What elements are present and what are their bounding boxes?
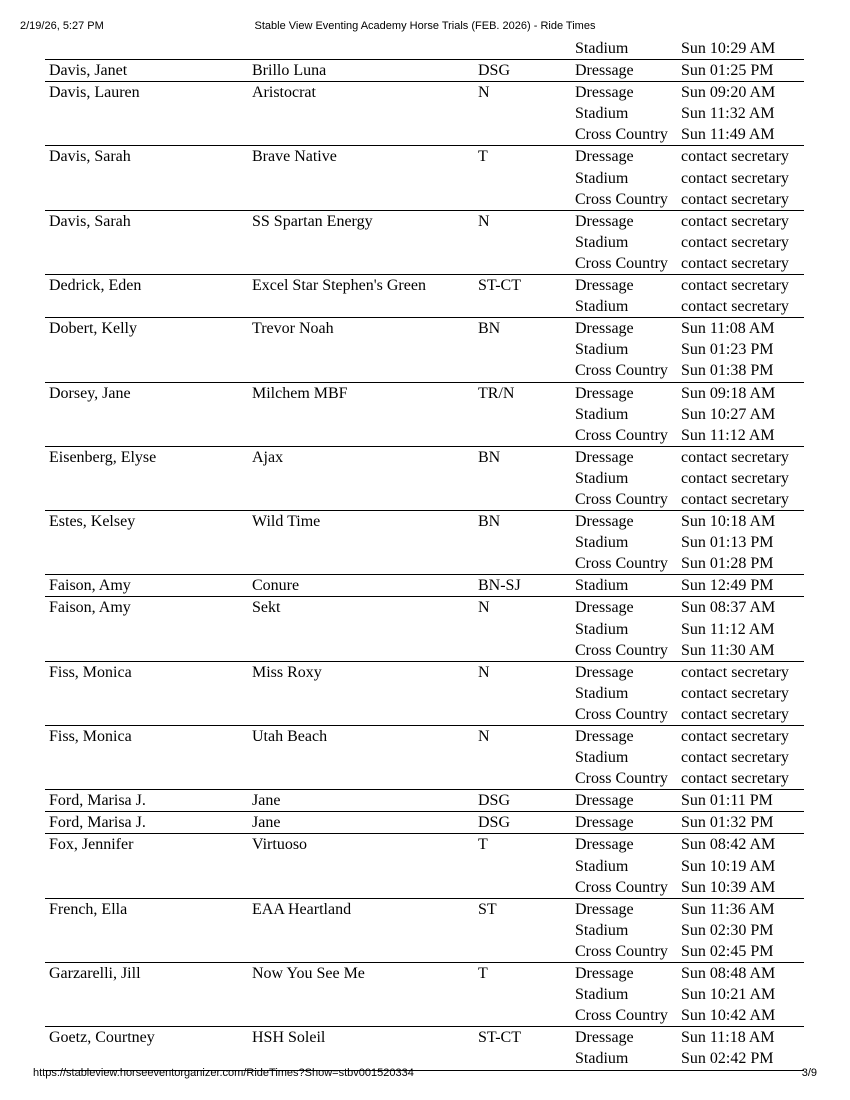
rider-cell: Davis, Janet bbox=[49, 62, 128, 80]
ride-line bbox=[45, 211, 804, 232]
ride-line bbox=[45, 404, 804, 425]
time-cell: Sun 12:49 PM bbox=[681, 577, 774, 595]
horse-cell: Trevor Noah bbox=[252, 320, 334, 338]
horse-cell: Now You See Me bbox=[252, 965, 365, 983]
print-footer bbox=[0, 1067, 850, 1083]
phase-cell: Stadium bbox=[575, 986, 629, 1004]
phase-cell: Stadium bbox=[575, 534, 629, 552]
ride-line bbox=[45, 683, 804, 704]
time-cell: Sun 01:23 PM bbox=[681, 341, 774, 359]
division-cell: BN bbox=[478, 448, 501, 466]
print-date: 2/19/26, 5:27 PM bbox=[20, 20, 104, 32]
horse-cell: Excel Star Stephen's Green bbox=[252, 277, 426, 295]
division-cell: N bbox=[478, 599, 490, 617]
time-cell: Sun 10:19 AM bbox=[681, 857, 776, 875]
entry-row bbox=[45, 59, 804, 82]
ride-line bbox=[45, 146, 804, 167]
rider-cell: Ford, Marisa J. bbox=[49, 814, 146, 832]
time-cell: Sun 10:21 AM bbox=[681, 986, 776, 1004]
time-cell: Sun 11:08 AM bbox=[681, 320, 775, 338]
time-cell: Sun 11:32 AM bbox=[681, 105, 775, 123]
phase-cell: Stadium bbox=[575, 857, 629, 875]
ride-line bbox=[45, 318, 804, 339]
ride-line bbox=[45, 1027, 804, 1048]
phase-cell: Dressage bbox=[575, 384, 634, 402]
horse-cell: Brave Native bbox=[252, 148, 337, 166]
ride-line bbox=[45, 124, 804, 145]
phase-cell: Dressage bbox=[575, 148, 634, 166]
time-cell: contact secretary bbox=[681, 448, 789, 466]
time-cell: Sun 01:11 PM bbox=[681, 792, 773, 810]
ride-line bbox=[45, 232, 804, 253]
division-cell: BN bbox=[478, 513, 501, 531]
division-cell: T bbox=[478, 965, 488, 983]
ride-line bbox=[45, 275, 804, 296]
time-cell: contact secretary bbox=[681, 705, 789, 723]
time-cell: contact secretary bbox=[681, 469, 789, 487]
division-cell: BN-SJ bbox=[478, 577, 521, 595]
time-cell: Sun 02:30 PM bbox=[681, 921, 774, 939]
time-cell: Sun 11:12 AM bbox=[681, 426, 775, 444]
time-cell: contact secretary bbox=[681, 663, 789, 681]
phase-cell: Stadium bbox=[575, 1050, 629, 1068]
horse-cell: Conure bbox=[252, 577, 300, 595]
rider-cell: Goetz, Courtney bbox=[49, 1029, 155, 1047]
division-cell: ST bbox=[478, 900, 497, 918]
phase-cell: Dressage bbox=[575, 965, 634, 983]
division-cell: DSG bbox=[478, 62, 511, 80]
time-cell: Sun 11:49 AM bbox=[681, 126, 775, 144]
time-cell: Sun 09:18 AM bbox=[681, 384, 776, 402]
ride-line bbox=[45, 984, 804, 1005]
horse-cell: Brillo Luna bbox=[252, 62, 327, 80]
ride-line bbox=[45, 296, 804, 317]
time-cell: contact secretary bbox=[681, 728, 789, 745]
phase-cell: Cross Country bbox=[575, 641, 668, 659]
phase-cell: Stadium bbox=[575, 233, 629, 251]
phase-cell: Dressage bbox=[575, 277, 634, 295]
time-cell: Sun 11:36 AM bbox=[681, 900, 775, 918]
phase-cell: Stadium bbox=[575, 749, 629, 767]
ride-line bbox=[45, 447, 804, 468]
time-cell: Sun 02:42 PM bbox=[681, 1050, 774, 1068]
ride-line bbox=[45, 360, 804, 381]
entry-row bbox=[45, 318, 804, 382]
horse-cell: Virtuoso bbox=[252, 836, 308, 854]
division-cell: DSG bbox=[478, 814, 511, 832]
rider-cell: Faison, Amy bbox=[49, 577, 131, 595]
phase-cell: Stadium bbox=[575, 298, 629, 316]
time-cell: Sun 11:30 AM bbox=[681, 641, 775, 659]
rider-cell: Dorsey, Jane bbox=[49, 384, 131, 402]
horse-cell: Utah Beach bbox=[252, 728, 328, 745]
rider-cell: Ford, Marisa J. bbox=[49, 792, 146, 810]
phase-cell: Cross Country bbox=[575, 555, 668, 573]
ride-line bbox=[45, 899, 804, 920]
ride-line bbox=[45, 253, 804, 274]
phase-cell: Cross Country bbox=[575, 254, 668, 272]
phase-cell: Stadium bbox=[575, 105, 629, 123]
ride-line bbox=[45, 597, 804, 618]
horse-cell: Jane bbox=[252, 814, 281, 832]
horse-cell: Ajax bbox=[252, 448, 284, 466]
time-cell: Sun 10:39 AM bbox=[681, 878, 776, 896]
ride-line bbox=[45, 511, 804, 532]
division-cell: N bbox=[478, 663, 490, 681]
division-cell: ST-CT bbox=[478, 1029, 521, 1047]
time-cell: contact secretary bbox=[681, 190, 789, 208]
rider-cell: Faison, Amy bbox=[49, 599, 131, 617]
phase-cell: Cross Country bbox=[575, 1007, 668, 1025]
continued-entry-row bbox=[45, 38, 804, 59]
page-number: 3/9 bbox=[801, 1067, 817, 1079]
time-cell: Sun 10:42 AM bbox=[681, 1007, 776, 1025]
time-cell: Sun 01:28 PM bbox=[681, 555, 774, 573]
phase-cell: Dressage bbox=[575, 599, 634, 617]
time-cell: Sun 10:18 AM bbox=[681, 513, 776, 531]
phase-cell: Dressage bbox=[575, 84, 634, 102]
rider-cell: Dobert, Kelly bbox=[49, 320, 137, 338]
entry-row bbox=[45, 662, 804, 726]
page-title: Stable View Eventing Academy Horse Trials (FEB. 2026) - Ride Times bbox=[254, 20, 596, 32]
rider-cell: Estes, Kelsey bbox=[49, 513, 136, 531]
rider-cell: Davis, Sarah bbox=[49, 212, 131, 230]
horse-cell: Miss Roxy bbox=[252, 663, 322, 681]
phase-cell: Cross Country bbox=[575, 942, 668, 960]
time-cell: contact secretary bbox=[681, 490, 789, 508]
ride-line bbox=[45, 553, 804, 574]
ride-line bbox=[45, 768, 804, 789]
horse-cell: EAA Heartland bbox=[252, 900, 352, 918]
entry-row bbox=[45, 146, 804, 210]
rider-cell: Fox, Jennifer bbox=[49, 836, 134, 854]
rider-cell: Dedrick, Eden bbox=[49, 277, 142, 295]
phase-cell: Dressage bbox=[575, 663, 634, 681]
entry-row bbox=[45, 726, 804, 790]
time-cell: contact secretary bbox=[681, 684, 789, 702]
horse-cell: Milchem MBF bbox=[252, 384, 348, 402]
ride-line bbox=[45, 941, 804, 962]
phase-cell: Dressage bbox=[575, 728, 634, 745]
horse-cell: SS Spartan Energy bbox=[252, 212, 373, 230]
time-cell: Sun 08:42 AM bbox=[681, 836, 776, 854]
division-cell: N bbox=[478, 212, 490, 230]
ride-line bbox=[45, 726, 804, 747]
entry-row bbox=[45, 211, 804, 275]
division-cell: TR/N bbox=[478, 384, 515, 402]
time-cell: Sun 01:38 PM bbox=[681, 362, 774, 380]
phase-cell: Dressage bbox=[575, 448, 634, 466]
rider-cell: Fiss, Monica bbox=[49, 663, 132, 681]
ride-line bbox=[45, 489, 804, 510]
division-cell: BN bbox=[478, 320, 501, 338]
ride-line bbox=[45, 640, 804, 661]
entry-row bbox=[45, 963, 804, 1027]
phase-cell: Dressage bbox=[575, 900, 634, 918]
phase-cell: Dressage bbox=[575, 62, 634, 80]
phase-cell: Stadium bbox=[575, 921, 629, 939]
ride-line bbox=[45, 383, 804, 404]
entry-row bbox=[45, 383, 804, 447]
horse-cell: HSH Soleil bbox=[252, 1029, 326, 1047]
time-cell: Sun 10:27 AM bbox=[681, 405, 776, 423]
ride-line bbox=[45, 619, 804, 640]
ride-line bbox=[45, 1005, 804, 1026]
ride-line bbox=[45, 575, 804, 596]
phase-cell: Stadium bbox=[575, 341, 629, 359]
time-cell: contact secretary bbox=[681, 277, 789, 295]
time-cell: Sun 08:48 AM bbox=[681, 965, 776, 983]
ride-line bbox=[45, 747, 804, 768]
rider-cell: Eisenberg, Elyse bbox=[49, 448, 157, 466]
time-cell: Sun 01:13 PM bbox=[681, 534, 774, 552]
entry-row bbox=[45, 812, 804, 834]
entry-row bbox=[45, 575, 804, 597]
phase-cell: Stadium bbox=[575, 40, 629, 57]
phase-cell: Cross Country bbox=[575, 362, 668, 380]
phase-cell: Dressage bbox=[575, 1029, 634, 1047]
ride-line bbox=[45, 812, 804, 833]
phase-cell: Dressage bbox=[575, 814, 634, 832]
horse-cell: Jane bbox=[252, 792, 281, 810]
ride-line bbox=[45, 856, 804, 877]
time-cell: contact secretary bbox=[681, 749, 789, 767]
phase-cell: Dressage bbox=[575, 792, 634, 810]
time-cell: Sun 10:29 AM bbox=[681, 40, 776, 57]
print-header bbox=[0, 20, 850, 36]
phase-cell: Dressage bbox=[575, 836, 634, 854]
horse-cell: Wild Time bbox=[252, 513, 321, 531]
division-cell: T bbox=[478, 836, 488, 854]
rider-cell: Fiss, Monica bbox=[49, 728, 132, 745]
phase-cell: Dressage bbox=[575, 513, 634, 531]
phase-cell: Stadium bbox=[575, 169, 629, 187]
entry-row bbox=[45, 834, 804, 898]
ride-line bbox=[45, 339, 804, 360]
division-cell: N bbox=[478, 728, 490, 745]
ride-line bbox=[45, 425, 804, 446]
time-cell: contact secretary bbox=[681, 770, 789, 788]
phase-cell: Stadium bbox=[575, 620, 629, 638]
ride-line bbox=[45, 790, 804, 811]
ride-line bbox=[45, 532, 804, 553]
entry-row bbox=[45, 899, 804, 963]
rider-cell: Garzarelli, Jill bbox=[49, 965, 141, 983]
ride-line bbox=[45, 662, 804, 683]
ride-line bbox=[45, 103, 804, 124]
phase-cell: Cross Country bbox=[575, 878, 668, 896]
time-cell: contact secretary bbox=[681, 233, 789, 251]
phase-cell: Stadium bbox=[575, 577, 629, 595]
phase-cell: Cross Country bbox=[575, 426, 668, 444]
time-cell: contact secretary bbox=[681, 298, 789, 316]
time-cell: Sun 08:37 AM bbox=[681, 599, 776, 617]
division-cell: DSG bbox=[478, 792, 511, 810]
ride-line bbox=[45, 60, 804, 81]
rider-cell: French, Ella bbox=[49, 900, 128, 918]
ride-line bbox=[45, 82, 804, 103]
ride-line bbox=[45, 920, 804, 941]
ride-line bbox=[45, 168, 804, 189]
time-cell: contact secretary bbox=[681, 212, 789, 230]
rider-cell: Davis, Lauren bbox=[49, 84, 140, 102]
rider-cell: Davis, Sarah bbox=[49, 148, 131, 166]
page-url: https://stableview.horseeventorganizer.com/RideTimes?Show=stbv001520334 bbox=[33, 1067, 414, 1079]
time-cell: Sun 02:45 PM bbox=[681, 942, 774, 960]
phase-cell: Cross Country bbox=[575, 705, 668, 723]
entry-row bbox=[45, 1027, 804, 1070]
time-cell: Sun 01:25 PM bbox=[681, 62, 774, 80]
entry-row bbox=[45, 82, 804, 146]
entry-row bbox=[45, 275, 804, 318]
division-cell: ST-CT bbox=[478, 277, 521, 295]
time-cell: contact secretary bbox=[681, 254, 789, 272]
division-cell: N bbox=[478, 84, 490, 102]
phase-cell: Stadium bbox=[575, 405, 629, 423]
time-cell: contact secretary bbox=[681, 169, 789, 187]
entries-list bbox=[45, 59, 804, 1070]
phase-cell: Cross Country bbox=[575, 770, 668, 788]
division-cell: T bbox=[478, 148, 488, 166]
ride-line bbox=[45, 963, 804, 984]
entry-row bbox=[45, 511, 804, 575]
time-cell: contact secretary bbox=[681, 148, 789, 166]
phase-cell: Cross Country bbox=[575, 190, 668, 208]
horse-cell: Sekt bbox=[252, 599, 281, 617]
phase-cell: Cross Country bbox=[575, 126, 668, 144]
time-cell: Sun 01:32 PM bbox=[681, 814, 774, 832]
time-cell: Sun 11:12 AM bbox=[681, 620, 775, 638]
horse-cell: Aristocrat bbox=[252, 84, 316, 102]
phase-cell: Dressage bbox=[575, 320, 634, 338]
ride-line bbox=[45, 189, 804, 210]
phase-cell: Cross Country bbox=[575, 490, 668, 508]
time-cell: Sun 11:18 AM bbox=[681, 1029, 775, 1047]
entry-row bbox=[45, 597, 804, 661]
ride-line bbox=[45, 468, 804, 489]
ride-line bbox=[45, 877, 804, 898]
entry-row bbox=[45, 790, 804, 812]
ride-line bbox=[45, 834, 804, 855]
phase-cell: Stadium bbox=[575, 684, 629, 702]
ride-line bbox=[45, 704, 804, 725]
ride-times-table bbox=[45, 38, 804, 1071]
entry-row bbox=[45, 447, 804, 511]
phase-cell: Dressage bbox=[575, 212, 634, 230]
phase-cell: Stadium bbox=[575, 469, 629, 487]
time-cell: Sun 09:20 AM bbox=[681, 84, 776, 102]
